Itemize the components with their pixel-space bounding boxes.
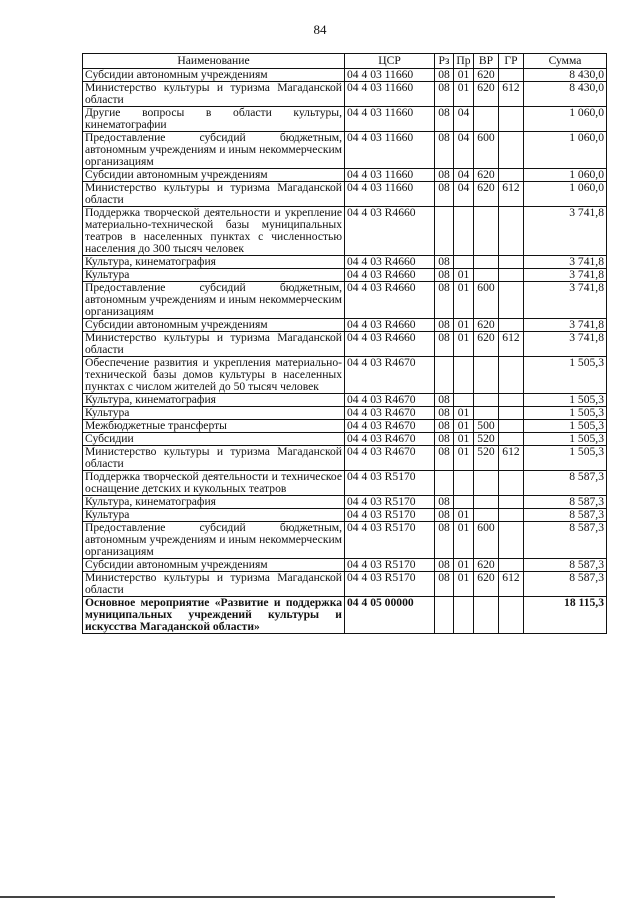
row-sum: 8 587,3 (524, 572, 607, 597)
row-rz (435, 597, 454, 634)
row-pr: 04 (454, 107, 474, 132)
row-gr (499, 282, 524, 319)
header-pr: Пр (454, 54, 474, 69)
row-gr: 612 (499, 82, 524, 107)
row-gr (499, 319, 524, 332)
row-vr: 620 (474, 572, 499, 597)
row-pr: 01 (454, 509, 474, 522)
row-sum: 1 060,0 (524, 169, 607, 182)
row-sum: 3 741,8 (524, 282, 607, 319)
row-pr: 01 (454, 559, 474, 572)
table-row (83, 420, 607, 433)
row-vr: 520 (474, 433, 499, 446)
table-row (83, 522, 607, 559)
row-pr: 04 (454, 182, 474, 207)
row-csr: 04 4 03 R5170 (345, 572, 435, 597)
row-vr: 620 (474, 169, 499, 182)
row-rz: 08 (435, 433, 454, 446)
row-vr: 620 (474, 69, 499, 82)
row-name: Культура (83, 269, 345, 282)
table-row (83, 282, 607, 319)
row-vr (474, 597, 499, 634)
row-pr: 04 (454, 169, 474, 182)
row-sum: 1 505,3 (524, 420, 607, 433)
row-csr: 04 4 03 11660 (345, 169, 435, 182)
table-row (83, 319, 607, 332)
row-name: Предоставление субсидий бюджетным, автономным учреждениям и иным некоммерческим организациям (83, 522, 345, 559)
row-name: Субсидии автономным учреждениям (83, 559, 345, 572)
row-vr: 620 (474, 182, 499, 207)
table-row (83, 269, 607, 282)
header-vr: ВР (474, 54, 499, 69)
row-gr (499, 169, 524, 182)
row-sum: 3 741,8 (524, 269, 607, 282)
row-gr (499, 433, 524, 446)
budget-table (82, 53, 607, 634)
table-row (83, 256, 607, 269)
table-row (83, 496, 607, 509)
row-name: Министерство культуры и туризма Магаданской области (83, 182, 345, 207)
table-row (83, 69, 607, 82)
row-rz: 08 (435, 509, 454, 522)
row-vr (474, 256, 499, 269)
row-name: Субсидии (83, 433, 345, 446)
row-vr: 600 (474, 282, 499, 319)
row-pr: 01 (454, 69, 474, 82)
row-rz: 08 (435, 496, 454, 509)
row-name: Субсидии автономным учреждениям (83, 319, 345, 332)
row-gr: 612 (499, 182, 524, 207)
table-row (83, 357, 607, 394)
row-pr: 01 (454, 433, 474, 446)
row-sum: 8 430,0 (524, 69, 607, 82)
row-rz (435, 471, 454, 496)
row-gr (499, 509, 524, 522)
row-pr: 01 (454, 522, 474, 559)
row-pr: 01 (454, 82, 474, 107)
table-row (83, 446, 607, 471)
row-gr: 612 (499, 332, 524, 357)
table-row (83, 559, 607, 572)
row-name: Межбюджетные трансферты (83, 420, 345, 433)
row-name: Культура (83, 509, 345, 522)
row-rz: 08 (435, 319, 454, 332)
row-name: Культура, кинематография (83, 496, 345, 509)
row-pr (454, 496, 474, 509)
row-csr: 04 4 03 R5170 (345, 471, 435, 496)
row-csr: 04 4 03 R4660 (345, 256, 435, 269)
row-rz (435, 357, 454, 394)
table-row (83, 82, 607, 107)
row-rz: 08 (435, 169, 454, 182)
row-vr: 620 (474, 319, 499, 332)
header-gr: ГР (499, 54, 524, 69)
row-name: Поддержка творческой деятельности и укрепление материально-технической базы муниципальных театров в населенных пунктах с численностью населения до 300 тысяч человек (83, 207, 345, 256)
row-name: Другие вопросы в области культуры, кинематографии (83, 107, 345, 132)
row-csr: 04 4 03 R4660 (345, 207, 435, 256)
row-rz: 08 (435, 559, 454, 572)
row-name: Субсидии автономным учреждениям (83, 69, 345, 82)
row-csr: 04 4 03 R4660 (345, 269, 435, 282)
row-csr: 04 4 03 R5170 (345, 522, 435, 559)
row-name: Основное мероприятие «Развитие и поддержка муниципальных учреждений культуры и искусства Магаданской области» (83, 597, 345, 634)
row-csr: 04 4 03 R4660 (345, 332, 435, 357)
row-pr (454, 394, 474, 407)
row-sum: 3 741,8 (524, 319, 607, 332)
row-pr: 01 (454, 446, 474, 471)
row-gr: 612 (499, 572, 524, 597)
header-name: Наименование (83, 54, 345, 69)
row-pr: 01 (454, 269, 474, 282)
row-pr: 01 (454, 332, 474, 357)
row-pr: 04 (454, 132, 474, 169)
header-csr: ЦСР (345, 54, 435, 69)
row-rz: 08 (435, 572, 454, 597)
row-gr (499, 69, 524, 82)
row-vr: 620 (474, 559, 499, 572)
row-vr (474, 107, 499, 132)
row-vr (474, 357, 499, 394)
row-csr: 04 4 03 11660 (345, 107, 435, 132)
table-row (83, 207, 607, 256)
row-sum: 1 505,3 (524, 357, 607, 394)
row-csr: 04 4 03 R5170 (345, 509, 435, 522)
row-sum: 8 587,3 (524, 471, 607, 496)
row-name: Предоставление субсидий бюджетным, автономным учреждениям и иным некоммерческим организациям (83, 282, 345, 319)
row-vr: 600 (474, 132, 499, 169)
footer-line (0, 896, 555, 898)
row-csr: 04 4 03 R4670 (345, 433, 435, 446)
row-pr (454, 597, 474, 634)
row-gr (499, 597, 524, 634)
row-gr (499, 471, 524, 496)
row-pr: 01 (454, 282, 474, 319)
row-csr: 04 4 03 11660 (345, 82, 435, 107)
table-row (83, 182, 607, 207)
row-pr: 01 (454, 319, 474, 332)
row-csr: 04 4 03 R4670 (345, 394, 435, 407)
row-csr: 04 4 03 R4670 (345, 420, 435, 433)
table-row (83, 132, 607, 169)
row-rz: 08 (435, 407, 454, 420)
row-gr (499, 269, 524, 282)
row-csr: 04 4 05 00000 (345, 597, 435, 634)
row-csr: 04 4 03 R5170 (345, 559, 435, 572)
row-gr (499, 559, 524, 572)
row-rz: 08 (435, 69, 454, 82)
row-sum: 1 505,3 (524, 446, 607, 471)
row-gr (499, 420, 524, 433)
row-name: Культура (83, 407, 345, 420)
row-name: Министерство культуры и туризма Магаданской области (83, 332, 345, 357)
row-name: Министерство культуры и туризма Магаданской области (83, 572, 345, 597)
row-sum: 8 587,3 (524, 559, 607, 572)
header-rz: Рз (435, 54, 454, 69)
row-pr (454, 207, 474, 256)
table-row (83, 509, 607, 522)
row-sum: 8 587,3 (524, 509, 607, 522)
row-vr: 520 (474, 446, 499, 471)
table-row (83, 597, 607, 634)
row-gr (499, 132, 524, 169)
row-gr (499, 522, 524, 559)
row-name: Обеспечение развития и укрепления материально-технической базы домов культуры в населенных пунктах с числом жителей до 50 тысяч человек (83, 357, 345, 394)
row-gr (499, 394, 524, 407)
row-csr: 04 4 03 R4660 (345, 282, 435, 319)
row-rz: 08 (435, 82, 454, 107)
row-rz: 08 (435, 446, 454, 471)
row-rz: 08 (435, 256, 454, 269)
page-number: 84 (313, 22, 327, 37)
row-pr: 01 (454, 407, 474, 420)
row-gr (499, 107, 524, 132)
row-name: Министерство культуры и туризма Магаданской области (83, 446, 345, 471)
row-rz: 08 (435, 107, 454, 132)
row-csr: 04 4 03 R4670 (345, 357, 435, 394)
table-row (83, 169, 607, 182)
row-vr (474, 496, 499, 509)
row-csr: 04 4 03 R5170 (345, 496, 435, 509)
row-vr: 620 (474, 332, 499, 357)
row-sum: 1 505,3 (524, 394, 607, 407)
row-pr (454, 471, 474, 496)
row-rz (435, 207, 454, 256)
row-rz: 08 (435, 332, 454, 357)
header-sum: Сумма (524, 54, 607, 69)
row-rz: 08 (435, 269, 454, 282)
row-gr: 612 (499, 446, 524, 471)
row-vr: 500 (474, 420, 499, 433)
row-sum: 1 060,0 (524, 107, 607, 132)
row-rz: 08 (435, 132, 454, 169)
row-rz: 08 (435, 282, 454, 319)
row-name: Поддержка творческой деятельности и техническое оснащение детских и кукольных театров (83, 471, 345, 496)
row-sum: 18 115,3 (524, 597, 607, 634)
row-pr (454, 256, 474, 269)
table-row (83, 407, 607, 420)
row-csr: 04 4 03 11660 (345, 69, 435, 82)
row-csr: 04 4 03 11660 (345, 182, 435, 207)
row-name: Предоставление субсидий бюджетным, автономным учреждениям и иным некоммерческим организациям (83, 132, 345, 169)
table-header-row (83, 54, 607, 69)
row-sum: 3 741,8 (524, 332, 607, 357)
table-row (83, 332, 607, 357)
row-gr (499, 256, 524, 269)
row-vr (474, 394, 499, 407)
row-rz: 08 (435, 182, 454, 207)
row-sum: 1 505,3 (524, 433, 607, 446)
row-gr (499, 407, 524, 420)
row-rz: 08 (435, 522, 454, 559)
row-csr: 04 4 03 11660 (345, 132, 435, 169)
row-sum: 1 505,3 (524, 407, 607, 420)
row-vr (474, 269, 499, 282)
table-row (83, 471, 607, 496)
row-name: Министерство культуры и туризма Магаданской области (83, 82, 345, 107)
row-gr (499, 496, 524, 509)
table-row (83, 394, 607, 407)
row-vr (474, 407, 499, 420)
row-rz: 08 (435, 420, 454, 433)
row-sum: 8 430,0 (524, 82, 607, 107)
row-sum: 1 060,0 (524, 182, 607, 207)
row-gr (499, 357, 524, 394)
row-name: Культура, кинематография (83, 394, 345, 407)
row-vr (474, 509, 499, 522)
row-vr (474, 471, 499, 496)
row-vr: 620 (474, 82, 499, 107)
row-sum: 1 060,0 (524, 132, 607, 169)
row-sum: 3 741,8 (524, 256, 607, 269)
row-sum: 3 741,8 (524, 207, 607, 256)
row-name: Культура, кинематография (83, 256, 345, 269)
row-gr (499, 207, 524, 256)
row-name: Субсидии автономным учреждениям (83, 169, 345, 182)
table-row (83, 433, 607, 446)
table-row (83, 572, 607, 597)
row-vr (474, 207, 499, 256)
row-pr (454, 357, 474, 394)
row-pr: 01 (454, 572, 474, 597)
row-pr: 01 (454, 420, 474, 433)
row-sum: 8 587,3 (524, 496, 607, 509)
row-sum: 8 587,3 (524, 522, 607, 559)
row-csr: 04 4 03 R4670 (345, 446, 435, 471)
row-csr: 04 4 03 R4670 (345, 407, 435, 420)
table-row (83, 107, 607, 132)
row-vr: 600 (474, 522, 499, 559)
row-rz: 08 (435, 394, 454, 407)
row-csr: 04 4 03 R4660 (345, 319, 435, 332)
